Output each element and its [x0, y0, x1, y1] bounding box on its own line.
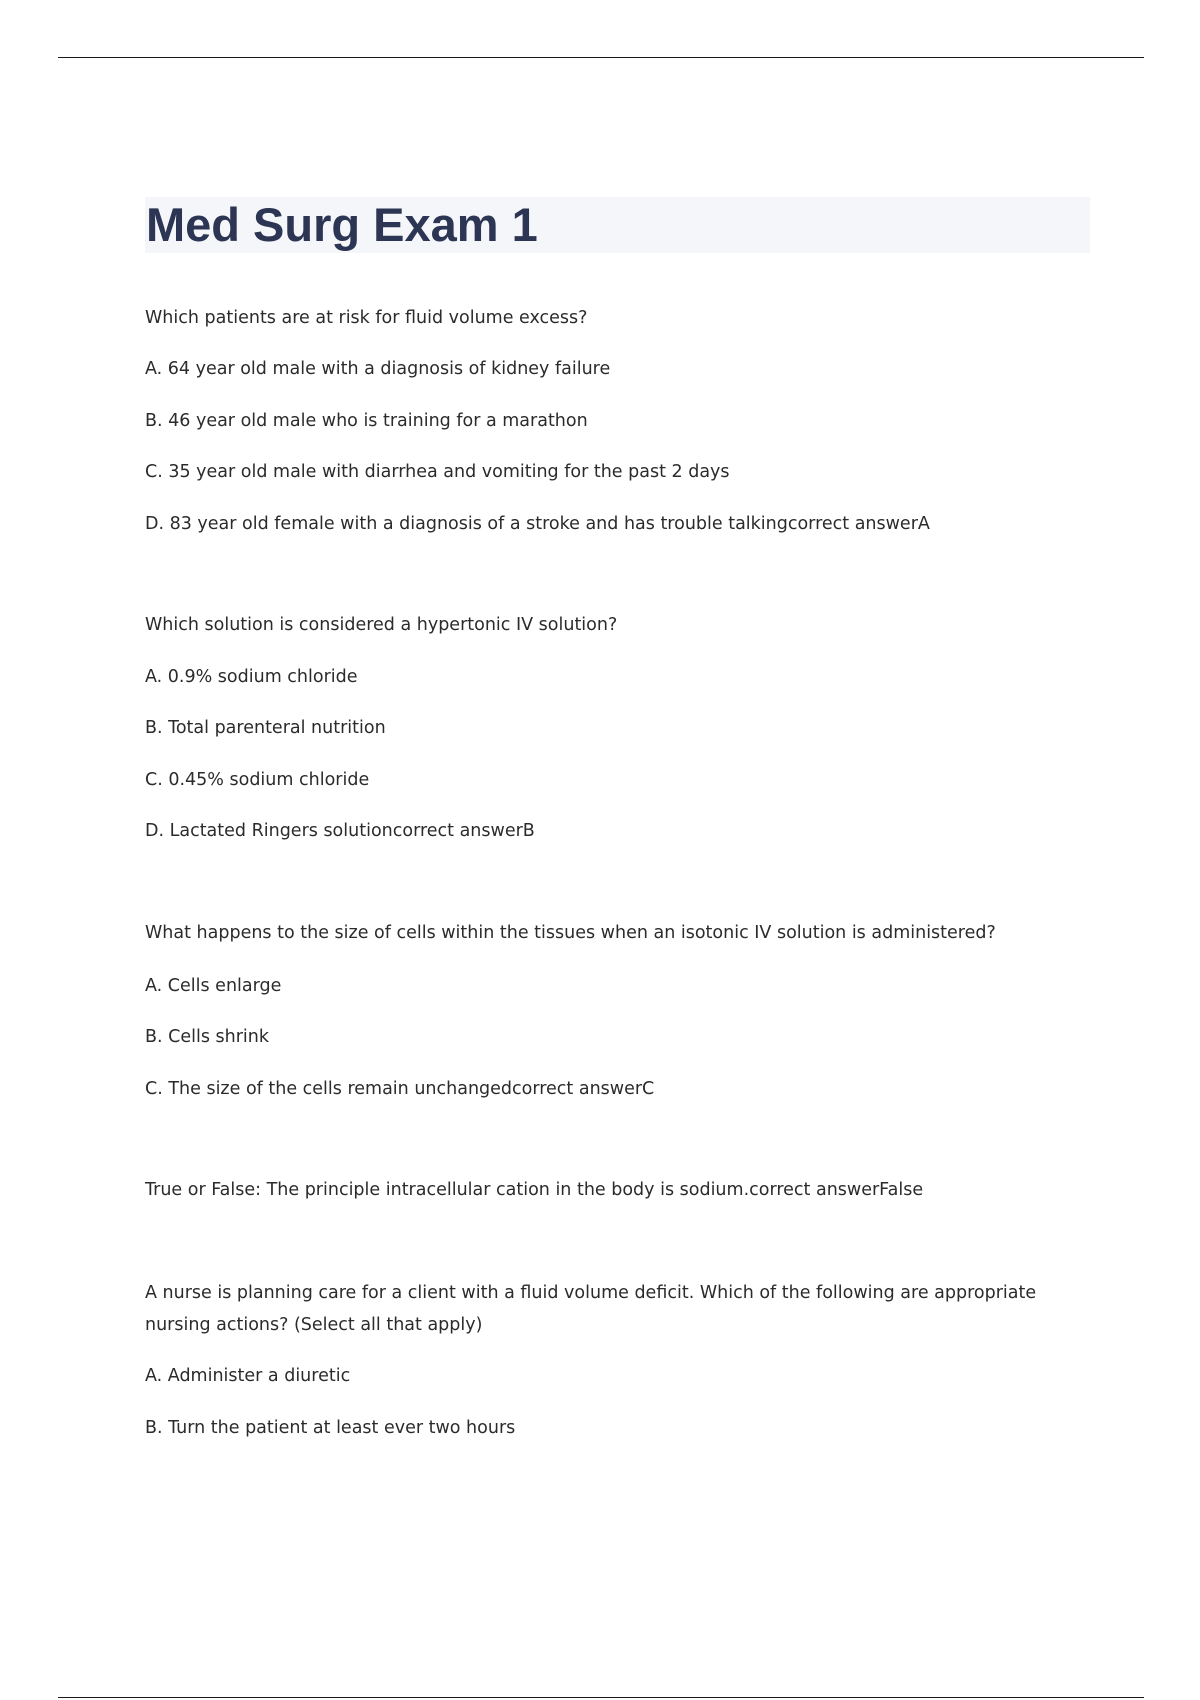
question-2-option-d: D. Lactated Ringers solutioncorrect answerB — [145, 821, 535, 841]
question-2-option-a: A. 0.9% sodium chloride — [145, 667, 358, 687]
question-1-prompt: Which patients are at risk for fluid volume excess? — [145, 308, 588, 328]
header-rule — [58, 57, 1144, 58]
footer-rule — [58, 1697, 1144, 1698]
question-5-option-b: B. Turn the patient at least ever two hours — [145, 1418, 516, 1438]
question-4-prompt: True or False: The principle intracellular cation in the body is sodium.correct answerFalse — [145, 1180, 924, 1200]
question-5-prompt-line-1: A nurse is planning care for a client with a fluid volume deficit. Which of the following are appropriate — [145, 1283, 1037, 1303]
question-1-option-c: C. 35 year old male with diarrhea and vomiting for the past 2 days — [145, 462, 730, 482]
question-2-option-c: C. 0.45% sodium chloride — [145, 770, 370, 790]
question-3-prompt: What happens to the size of cells within the tissues when an isotonic IV solution is administered? — [145, 923, 996, 943]
question-1-option-d: D. 83 year old female with a diagnosis of a stroke and has trouble talkingcorrect answerA — [145, 514, 930, 534]
question-2-prompt: Which solution is considered a hypertonic IV solution? — [145, 615, 618, 635]
question-5-option-a: A. Administer a diuretic — [145, 1366, 351, 1386]
page-title: Med Surg Exam 1 — [146, 198, 538, 251]
question-1-option-a: A. 64 year old male with a diagnosis of kidney failure — [145, 359, 611, 379]
question-3-option-a: A. Cells enlarge — [145, 976, 282, 996]
question-5-prompt-line-2: nursing actions? (Select all that apply) — [145, 1315, 483, 1335]
question-3-option-c: C. The size of the cells remain unchangedcorrect answerC — [145, 1079, 655, 1099]
question-3-option-b: B. Cells shrink — [145, 1027, 270, 1047]
question-1-option-b: B. 46 year old male who is training for a marathon — [145, 411, 588, 431]
question-2-option-b: B. Total parenteral nutrition — [145, 718, 386, 738]
